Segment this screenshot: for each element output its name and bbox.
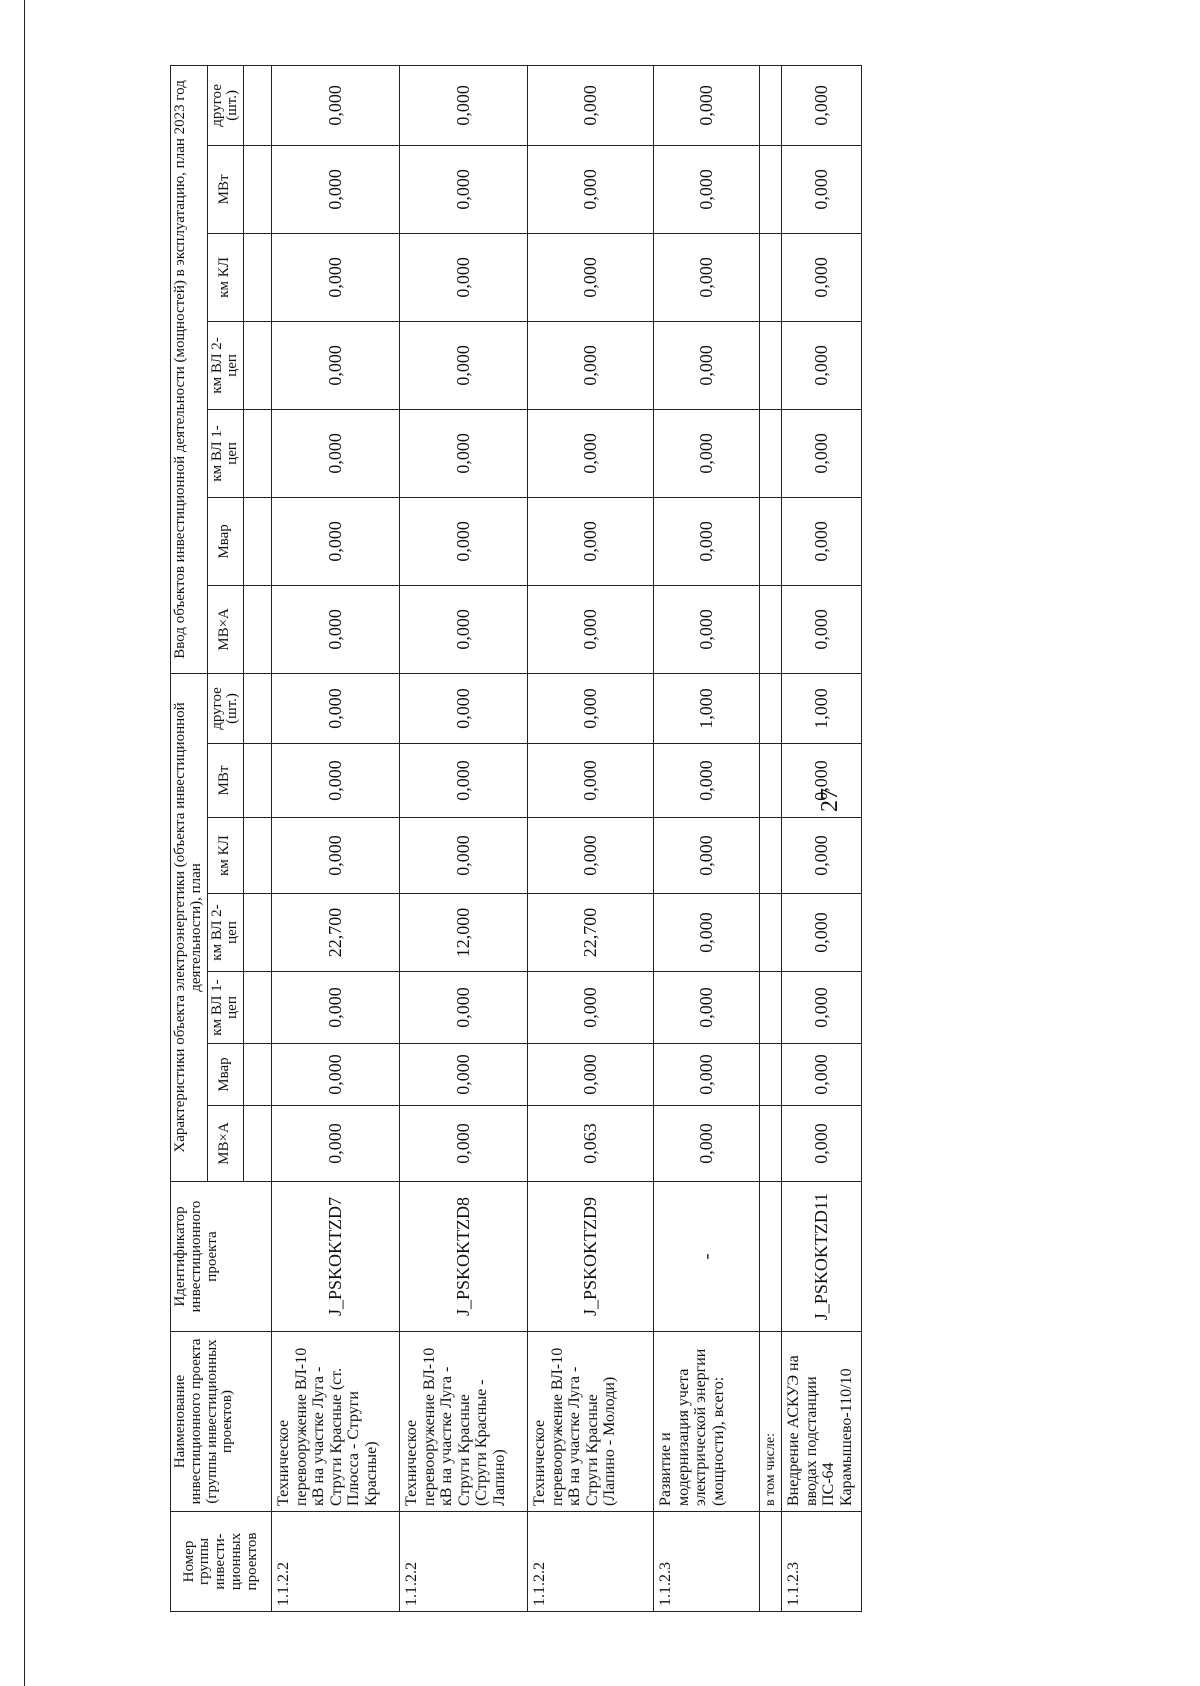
char-value-cell: 0,000 bbox=[782, 894, 862, 972]
char-value-cell: 0,000 bbox=[654, 894, 760, 972]
char-value-cell: 0,000 bbox=[272, 818, 400, 894]
header-unit: км ВЛ 1-цеп bbox=[207, 972, 244, 1044]
char-value-cell: 0,000 bbox=[400, 818, 528, 894]
header-unit: км КЛ bbox=[207, 818, 244, 894]
header-unit: Мвар bbox=[207, 1044, 244, 1106]
comm-value-cell: 0,000 bbox=[654, 65, 760, 145]
group-number-cell: 1.1.2.2 bbox=[400, 1512, 528, 1612]
header-unit: МВт bbox=[207, 744, 244, 818]
identifier-cell: J_PSKOKTZD7 bbox=[272, 1182, 400, 1332]
identifier-cell: - bbox=[654, 1182, 760, 1332]
char-value-cell: 0,000 bbox=[528, 818, 654, 894]
char-value-cell: 0,000 bbox=[654, 1044, 760, 1106]
table-row bbox=[272, 65, 400, 1611]
comm-value-cell: 0,000 bbox=[654, 585, 760, 673]
comm-value-cell: 0,000 bbox=[654, 497, 760, 585]
comm-value-cell: 0,000 bbox=[528, 145, 654, 233]
header-characteristics: Характеристики объекта электроэнергетики (объекта инвестиционной деятельности), план bbox=[171, 673, 208, 1181]
header-row-top bbox=[171, 65, 208, 1611]
comm-value-cell: 0,000 bbox=[654, 321, 760, 409]
header-unit: км ВЛ 1-цеп bbox=[207, 409, 244, 497]
header-unit: км КЛ bbox=[207, 233, 244, 321]
char-value-cell: 0,000 bbox=[400, 673, 528, 743]
char-value-cell: 0,000 bbox=[782, 818, 862, 894]
table-row bbox=[528, 65, 654, 1611]
rotated-table-container bbox=[170, 80, 890, 1612]
char-value-cell: 0,000 bbox=[528, 1044, 654, 1106]
char-value-cell: 0,000 bbox=[272, 972, 400, 1044]
project-name-cell: Техническое перевооружение ВЛ-10 кВ на участке Луга - Струги Красные (Лапино - Молоди) bbox=[528, 1332, 654, 1512]
char-value-cell: 0,000 bbox=[272, 1106, 400, 1182]
header-commissioning: Ввод объектов инвестиционной деятельности (мощностей) в эксплуатацию, план 2023 год bbox=[171, 65, 208, 673]
comm-value-cell: 0,000 bbox=[400, 321, 528, 409]
char-value-cell: 0,000 bbox=[528, 673, 654, 743]
group-number-cell: 1.1.2.2 bbox=[528, 1512, 654, 1612]
char-value-cell: 0,000 bbox=[528, 744, 654, 818]
comm-value-cell: 0,000 bbox=[272, 65, 400, 145]
char-value-cell: 0,000 bbox=[272, 744, 400, 818]
char-value-cell: 1,000 bbox=[782, 673, 862, 743]
char-value-cell: 0,000 bbox=[654, 744, 760, 818]
comm-value-cell: 0,000 bbox=[654, 233, 760, 321]
comm-value-cell: 0,000 bbox=[400, 585, 528, 673]
table-row bbox=[654, 65, 760, 1611]
table-row-subheading bbox=[760, 65, 782, 1611]
comm-value-cell: 0,000 bbox=[528, 65, 654, 145]
comm-value-cell: 0,000 bbox=[782, 497, 862, 585]
char-value-cell: 0,000 bbox=[782, 1044, 862, 1106]
subheading-label: в том числе: bbox=[760, 1332, 782, 1512]
char-value-cell: 0,063 bbox=[528, 1106, 654, 1182]
comm-value-cell: 0,000 bbox=[400, 409, 528, 497]
comm-value-cell: 0,000 bbox=[272, 585, 400, 673]
group-number-cell: 1.1.2.3 bbox=[654, 1512, 760, 1612]
comm-value-cell: 0,000 bbox=[272, 233, 400, 321]
comm-value-cell: 0,000 bbox=[528, 321, 654, 409]
comm-value-cell: 0,000 bbox=[528, 497, 654, 585]
char-value-cell: 0,000 bbox=[528, 972, 654, 1044]
char-value-cell: 0,000 bbox=[782, 744, 862, 818]
char-value-cell: 22,700 bbox=[272, 894, 400, 972]
char-value-cell: 0,000 bbox=[782, 1106, 862, 1182]
header-identifier: Идентификатор инвестиционного проекта bbox=[171, 1182, 272, 1332]
identifier-cell: J_PSKOKTZD8 bbox=[400, 1182, 528, 1332]
header-unit: другое (шт.) bbox=[207, 673, 244, 743]
subheading-group-cell bbox=[760, 1512, 782, 1612]
char-value-cell: 0,000 bbox=[654, 818, 760, 894]
project-name-cell: Техническое перевооружение ВЛ-10 кВ на участке Луга - Струги Красные (ст. Плюсса - Струги Красные) bbox=[272, 1332, 400, 1512]
char-value-cell: 0,000 bbox=[400, 1106, 528, 1182]
project-name-cell: Развитие и модернизация учета электрической энергии (мощности), всего: bbox=[654, 1332, 760, 1512]
comm-value-cell: 0,000 bbox=[400, 233, 528, 321]
char-value-cell: 0,000 bbox=[400, 972, 528, 1044]
header-group-number: Номер группы инвести-ционных проектов bbox=[171, 1512, 272, 1612]
char-value-cell: 0,000 bbox=[272, 673, 400, 743]
header-unit: другое (шт.) bbox=[207, 65, 244, 145]
header-unit: МВт bbox=[207, 145, 244, 233]
char-value-cell: 0,000 bbox=[272, 1044, 400, 1106]
char-value-cell: 12,000 bbox=[400, 894, 528, 972]
comm-value-cell: 0,000 bbox=[528, 585, 654, 673]
group-number-cell: 1.1.2.3 bbox=[782, 1512, 862, 1612]
table-row bbox=[400, 65, 528, 1611]
page-margin-rule bbox=[24, 0, 25, 1686]
comm-value-cell: 0,000 bbox=[782, 585, 862, 673]
comm-value-cell: 0,000 bbox=[272, 145, 400, 233]
char-value-cell: 0,000 bbox=[400, 1044, 528, 1106]
comm-value-cell: 0,000 bbox=[782, 145, 862, 233]
page-number: 27 bbox=[817, 788, 843, 812]
comm-value-cell: 0,000 bbox=[272, 497, 400, 585]
header-unit: км ВЛ 2-цеп bbox=[207, 321, 244, 409]
comm-value-cell: 0,000 bbox=[782, 409, 862, 497]
project-name-cell: Техническое перевооружение ВЛ-10 кВ на участке Луга - Струги Красные (Струги Красные - Лапино) bbox=[400, 1332, 528, 1512]
char-value-cell: 22,700 bbox=[528, 894, 654, 972]
char-value-cell: 0,000 bbox=[654, 972, 760, 1044]
identifier-cell: J_PSKOKTZD9 bbox=[528, 1182, 654, 1332]
comm-value-cell: 0,000 bbox=[782, 321, 862, 409]
comm-value-cell: 0,000 bbox=[272, 321, 400, 409]
comm-value-cell: 0,000 bbox=[782, 233, 862, 321]
comm-value-cell: 0,000 bbox=[654, 145, 760, 233]
header-project-name: Наименование инвестиционного проекта (группы инвестиционных проектов) bbox=[171, 1332, 272, 1512]
header-unit: Мвар bbox=[207, 497, 244, 585]
identifier-cell: J_PSKOKTZD11 bbox=[782, 1182, 862, 1332]
comm-value-cell: 0,000 bbox=[272, 409, 400, 497]
comm-value-cell: 0,000 bbox=[528, 409, 654, 497]
char-value-cell: 0,000 bbox=[782, 972, 862, 1044]
comm-value-cell: 0,000 bbox=[400, 145, 528, 233]
char-value-cell: 0,000 bbox=[400, 744, 528, 818]
header-unit: МВ×А bbox=[207, 1106, 244, 1182]
header-unit: км ВЛ 2-цеп bbox=[207, 894, 244, 972]
comm-value-cell: 0,000 bbox=[654, 409, 760, 497]
comm-value-cell: 0,000 bbox=[782, 65, 862, 145]
char-value-cell: 0,000 bbox=[654, 1106, 760, 1182]
char-value-cell: 1,000 bbox=[654, 673, 760, 743]
header-unit: МВ×А bbox=[207, 585, 244, 673]
table-row bbox=[782, 65, 862, 1611]
investment-table bbox=[170, 65, 862, 1612]
comm-value-cell: 0,000 bbox=[400, 65, 528, 145]
group-number-cell: 1.1.2.2 bbox=[272, 1512, 400, 1612]
comm-value-cell: 0,000 bbox=[400, 497, 528, 585]
project-name-cell: Внедрение АСКУЭ на вводах подстанции ПС-64 Карамышево-110/10 bbox=[782, 1332, 862, 1512]
comm-value-cell: 0,000 bbox=[528, 233, 654, 321]
